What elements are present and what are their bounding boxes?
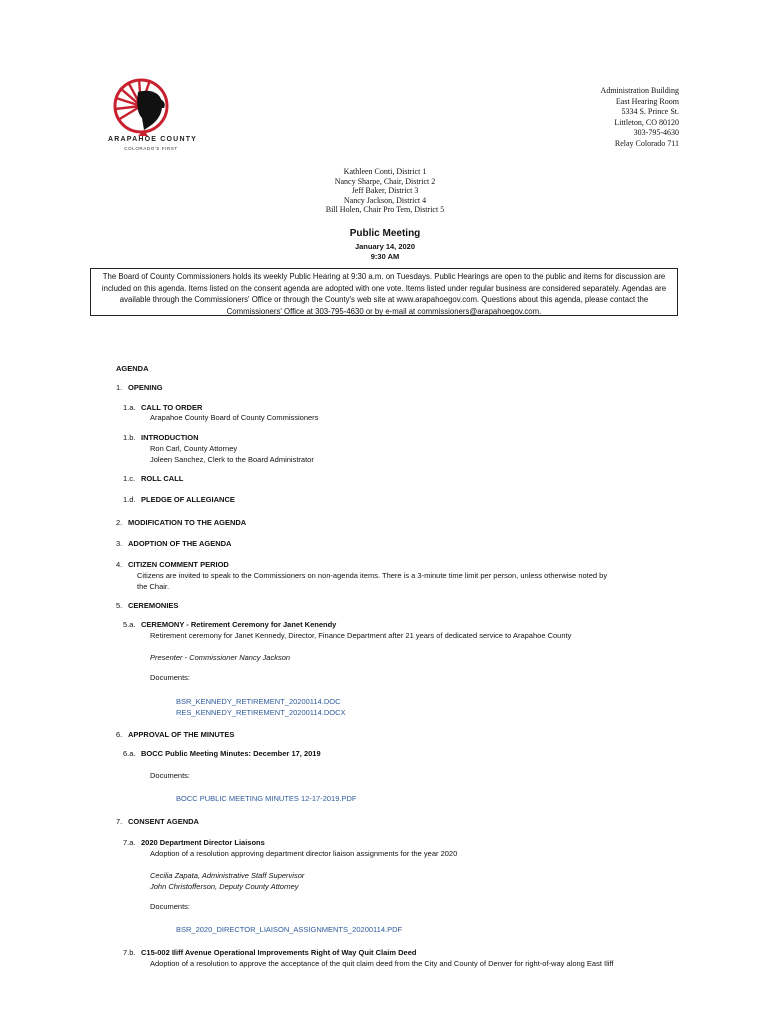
meeting-date: January 14, 2020 (354, 242, 416, 251)
item-title: 2020 Department Director Liaisons (141, 838, 265, 847)
item-title: APPROVAL OF THE MINUTES (128, 730, 235, 739)
item-number: 4. (116, 560, 123, 569)
meeting-title: Public Meeting (349, 228, 421, 239)
documents-label: Documents: (150, 902, 191, 911)
item-title: ADOPTION OF THE AGENDA (128, 539, 232, 548)
item-title: CITIZEN COMMENT PERIOD (128, 560, 229, 569)
item-title: CEREMONIES (128, 601, 179, 610)
item-number: 7.b. (123, 948, 136, 957)
item-description: Ron Carl, County Attorney (150, 444, 238, 453)
commissioner: Nancy Jackson, District 4 (343, 195, 427, 205)
item-number: 6. (116, 730, 123, 739)
logo-tagline: COLORADO'S FIRST (124, 146, 178, 151)
address-block (601, 86, 679, 150)
documents-label: Documents: (150, 771, 191, 780)
logo-name: ARAPAHOE COUNTY (108, 136, 198, 143)
item-number: 7.a. (123, 838, 136, 847)
item-description: the Chair. (137, 582, 170, 591)
item-number: 2. (116, 518, 123, 527)
commissioner: Kathleen Conti, District 1 (343, 167, 427, 176)
item-number: 5.a. (123, 620, 136, 629)
item-description: Adoption of a resolution approving department director liaison assignments for the year 2020 (150, 849, 458, 858)
item-description: Joleen Sanchez, Clerk to the Board Administrator (150, 455, 314, 464)
agenda-heading: AGENDA (116, 364, 149, 373)
item-title: PLEDGE OF ALLEGIANCE (141, 495, 235, 504)
address-line: Relay Colorado 711 (614, 138, 679, 148)
item-title: OPENING (128, 383, 163, 392)
address-line: East Hearing Room (615, 96, 679, 106)
item-presenter: John Christofferson, Deputy County Attorney (150, 882, 299, 891)
item-number: 7. (116, 817, 123, 826)
item-presenter: Presenter - Commissioner Nancy Jackson (150, 653, 291, 662)
commissioner: Jeff Baker, District 3 (351, 186, 419, 195)
documents-label: Documents: (150, 673, 191, 682)
public-notice-box: The Board of County Commissioners holds its weekly Public Hearing at 9:30 a.m. on Tuesdays. Public Hearings are open to the public and items for discussion are included on this agenda. Items listed on the consent agenda are adopted with one vote. Items listed under regular business are considered separately. Agendas are available through the Commissioners' Office or through the County's web site at www.arapahoegov.com. Questions about this agenda, please contact the Commissioners' Office at 303-795-4630 or by e-mail at commissioners@arapahoegov.com. (90, 268, 678, 316)
item-title: C15-002 Iliff Avenue Operational Improvements Right of Way Quit Claim Deed (141, 948, 417, 957)
commissioner: Nancy Sharpe, Chair, District 2 (334, 176, 436, 186)
item-title: BOCC Public Meeting Minutes: December 17, 2019 (141, 749, 321, 758)
document-link[interactable]: BOCC PUBLIC MEETING MINUTES 12-17-2019.PDF (176, 794, 357, 803)
item-number: 3. (116, 539, 123, 548)
item-description: Retirement ceremony for Janet Kennedy, Director, Finance Department after 21 years of dedicated service to Arapahoe County (150, 631, 572, 640)
item-number: 1.b. (123, 433, 136, 442)
item-number: 5. (116, 601, 123, 610)
item-description: Adoption of a resolution to approve the acceptance of the quit claim deed from the City and County of Denver for right-of-way along East Iliff (150, 959, 614, 968)
item-number: 1.a. (123, 403, 136, 412)
item-title: CEREMONY - Retirement Ceremony for Janet Kenendy (141, 620, 337, 629)
address-line: Littleton, CO 80120 (614, 117, 679, 127)
document-link[interactable]: BSR_KENNEDY_RETIREMENT_20200114.DOC (176, 697, 341, 706)
item-title: MODIFICATION TO THE AGENDA (128, 518, 247, 527)
item-number: 1.c. (123, 474, 136, 483)
item-description: Citizens are invited to speak to the Commissioners on non-agenda items. There is a 3-minute time limit per person, unless otherwise noted by (137, 571, 608, 580)
address-line: Administration Building (600, 86, 679, 95)
item-description: Arapahoe County Board of County Commissioners (150, 413, 319, 422)
item-number: 6.a. (123, 749, 136, 758)
document-link[interactable]: RES_KENNEDY_RETIREMENT_20200114.DOCX (176, 708, 346, 717)
meeting-time: 9:30 AM (370, 252, 400, 261)
commissioner: Bill Holen, Chair Pro Tem, District 5 (325, 205, 445, 214)
document-link[interactable]: BSR_2020_DIRECTOR_LIAISON_ASSIGNMENTS_20200114.PDF (176, 925, 403, 934)
headdress-emblem-icon (108, 74, 194, 138)
item-number: 1.d. (123, 495, 136, 504)
address-line: 5334 S. Prince St. (621, 107, 679, 117)
item-title: CALL TO ORDER (141, 403, 203, 412)
address-line: 303-795-4630 (633, 128, 679, 138)
item-title: ROLL CALL (141, 474, 184, 483)
commissioners-list (0, 167, 770, 215)
item-presenter: Cecilia Zapata, Administrative Staff Supervisor (150, 871, 305, 880)
item-title: INTRODUCTION (141, 433, 199, 442)
item-number: 1. (116, 383, 123, 392)
item-title: CONSENT AGENDA (128, 817, 199, 826)
